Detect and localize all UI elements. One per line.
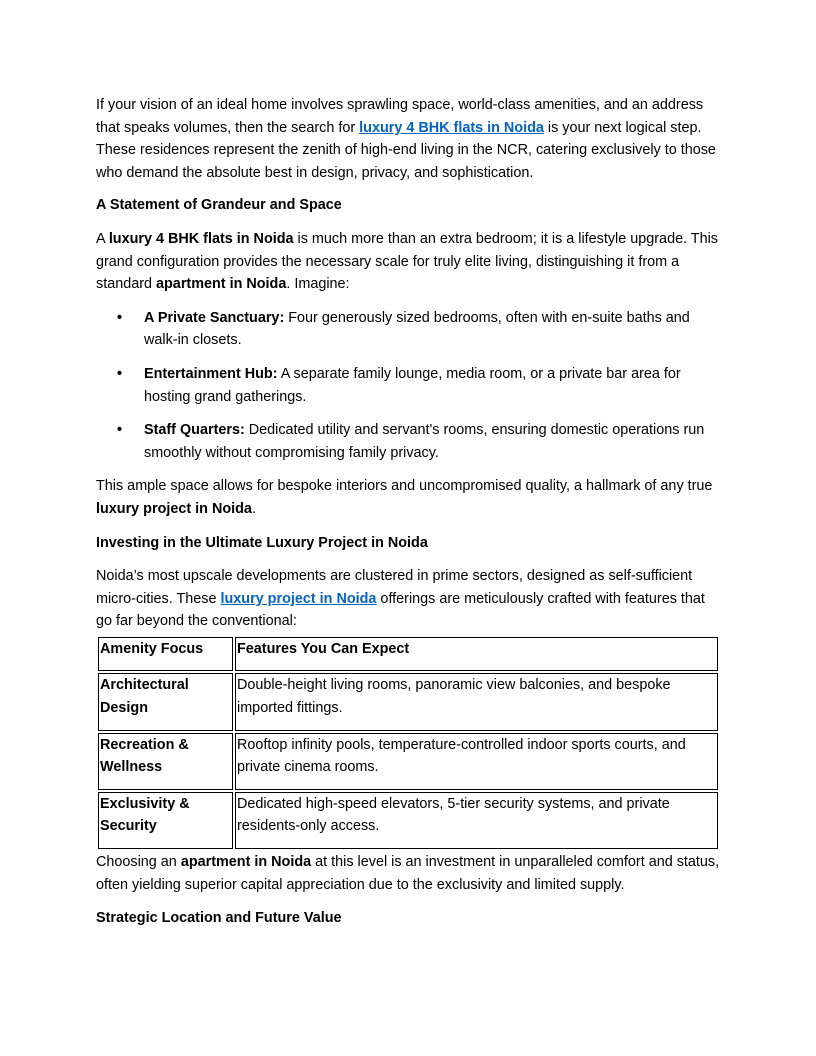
section-heading-location: Strategic Location and Future Value — [96, 910, 342, 927]
grandeur-paragraph: A luxury 4 BHK flats in Noida is much more than an extra bedroom; it is a lifestyle upgrade. This grand configuration provides the necessary scale for truly elite living, distinguishing it from a standard apartment in Noida. Imagine: — [96, 230, 718, 293]
table-row — [98, 733, 718, 790]
table-cell-focus: Architectural Design — [98, 673, 233, 730]
document-body — [96, 94, 720, 930]
table-header-cell: Amenity Focus — [98, 637, 233, 672]
table-header-row — [98, 637, 718, 672]
investing-paragraph: Noida’s most upscale developments are clustered in prime sectors, designed as self-sufficient micro-cities. These luxury project in Noida offerings are meticulously crafted with features that go far beyond the conventional: — [96, 568, 705, 630]
table-cell-features: Double-height living rooms, panoramic view balconies, and bespoke imported fittings. — [235, 673, 718, 730]
section-heading-investing: Investing in the Ultimate Luxury Project in Noida — [96, 534, 428, 551]
amenity-table — [96, 635, 720, 851]
intro-paragraph: If your vision of an ideal home involves sprawling space, world-class amenities, and an address that speaks volumes, then the search for luxury 4 BHK flats in Noida is your next logical step. These residences represent the zenith of high-end living in the NCR, catering exclusively to those who demand the absolute best in design, privacy, and sophistication. — [96, 97, 716, 181]
table-cell-focus: Exclusivity & Security — [98, 792, 233, 849]
table-cell-focus: Recreation & Wellness — [98, 733, 233, 790]
table-cell-features: Dedicated high-speed elevators, 5-tier security systems, and private residents-only access. — [235, 792, 718, 849]
list-item: • A Private Sanctuary: Four generously sized bedrooms, often with en-suite baths and walk-in closets. — [96, 307, 720, 352]
luxury-project-link[interactable]: luxury project in Noida — [220, 590, 377, 607]
table-row — [98, 792, 718, 849]
section-heading-grandeur: A Statement of Grandeur and Space — [96, 197, 342, 214]
bullet-icon: • — [117, 365, 123, 382]
luxury-4bhk-link[interactable]: luxury 4 BHK flats in Noida — [359, 119, 544, 136]
table-row — [98, 673, 718, 730]
list-item: • Staff Quarters: Dedicated utility and servant's rooms, ensuring domestic operations run smoothly without compromising family privacy. — [96, 419, 720, 464]
space-paragraph: This ample space allows for bespoke interiors and uncompromised quality, a hallmark of any true luxury project in Noida. — [96, 478, 713, 517]
bullet-icon: • — [117, 422, 123, 439]
list-item: • Entertainment Hub: A separate family lounge, media room, or a private bar area for hosting grand gatherings. — [96, 363, 720, 408]
table-header-cell: Features You Can Expect — [235, 637, 718, 672]
bullet-icon: • — [117, 309, 123, 326]
feature-list — [96, 307, 720, 465]
choosing-paragraph: Choosing an apartment in Noida at this level is an investment in unparalleled comfort and status, often yielding superior capital appreciation due to the exclusivity and limited supply. — [96, 854, 720, 893]
table-cell-features: Rooftop infinity pools, temperature-controlled indoor sports courts, and private cinema rooms. — [235, 733, 718, 790]
